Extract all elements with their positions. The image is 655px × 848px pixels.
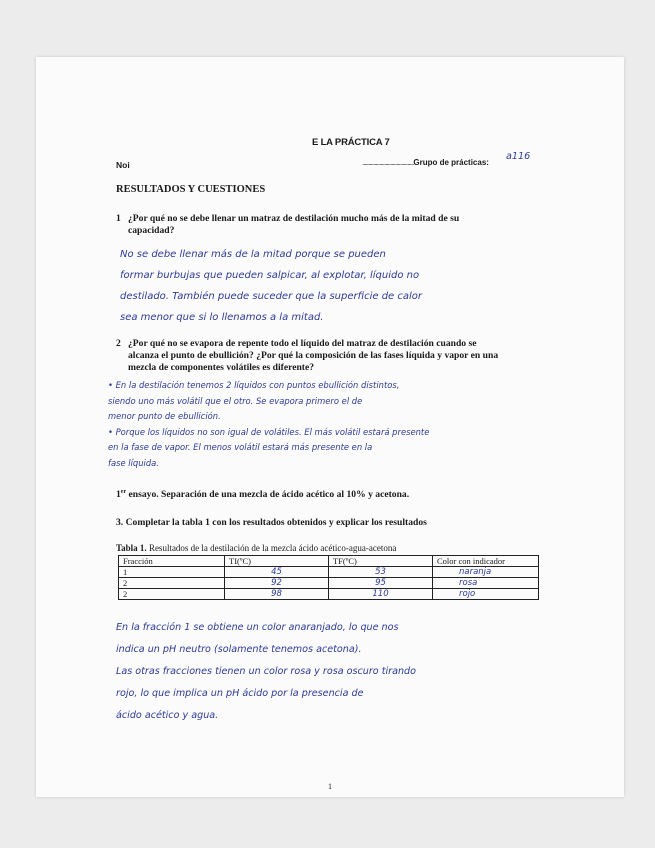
answer-line: siendo uno más volátil que el otro. Se evapora primero el de [108, 395, 363, 406]
question-line: Completar la tabla 1 con los resultados obtenidos y explicar los resultados [125, 517, 427, 528]
question-1 [116, 213, 556, 237]
essay-ordinal: 1 [116, 489, 121, 501]
table-cell: naranja [433, 567, 539, 578]
grupo-label: Grupo de prácticas: [413, 158, 489, 167]
grupo-field [362, 158, 489, 167]
answer-line: • Porque los líquidos no son igual de volátiles. El más volátil estará presente [108, 426, 430, 437]
answer-line: No se debe llenar más de la mitad porque se pueden [120, 249, 386, 260]
table-cell: 95 [329, 578, 433, 589]
results-table [118, 555, 539, 600]
answer-2-handwritten [108, 378, 429, 471]
answer-line: indica un pH neutro (solamente tenemos acetona). [116, 644, 362, 655]
question-line: alcanza el punto de ebullición? ¿Por qué la composición de las fases líquida y vapor en una [128, 350, 499, 361]
table-header-row [119, 556, 539, 567]
answer-line: ácido acético y agua. [116, 710, 219, 721]
answer-line: fase líquida. [108, 457, 159, 468]
question-number: 3. [116, 517, 124, 528]
answer-3-handwritten [116, 617, 416, 727]
question-line: mezcla de componentes volátiles es diferente? [128, 362, 315, 373]
question-2 [116, 338, 556, 374]
table-cell: 45 [225, 567, 329, 578]
table-row [119, 567, 539, 578]
answer-line: formar burbujas que pueden salpicar, al explotar, líquido no [120, 270, 420, 281]
table-row [119, 578, 539, 589]
essay-heading [116, 489, 409, 500]
grupo-dots: .......................................... [362, 158, 414, 167]
table-cell: 92 [225, 578, 329, 589]
table-header-cell: Color con indicador [433, 556, 539, 567]
answer-line: • En la destilación tenemos 2 líquidos con puntos ebullición distintos, [108, 380, 400, 390]
table-caption-text: Resultados de la destilación de la mezcla ácido acético-agua-acetona [146, 543, 397, 553]
section-title: RESULTADOS Y CUESTIONES [116, 184, 266, 195]
table-cell: 2 [119, 578, 225, 589]
table-header-cell: Fracción [119, 556, 225, 567]
table-cell: 2 [119, 589, 225, 600]
grupo-value-handwritten: a116 [506, 151, 531, 162]
answer-line: En la fracción 1 se obtiene un color anaranjado, lo que nos [116, 622, 399, 633]
nombre-label: Noi [116, 160, 130, 170]
table-caption-label: Tabla 1. [116, 543, 147, 553]
page-title: E LA PRÁCTICA 7 [312, 137, 390, 148]
answer-line: menor punto de ebullición. [108, 411, 221, 421]
answer-line: en la fase de vapor. El menos volátil estará más presente en la [108, 442, 373, 452]
table-caption [116, 543, 396, 553]
table-cell: rojo [433, 589, 539, 600]
question-line: ¿Por qué no se debe llenar un matraz de destilación mucho más de la mitad de su [128, 213, 460, 224]
question-number: 2 [116, 338, 121, 349]
question-line: ¿Por qué no se evapora de repente todo el líquido del matraz de destilación cuando se [128, 338, 477, 349]
answer-1-handwritten [120, 244, 422, 328]
question-line: capacidad? [128, 225, 175, 236]
table-cell: 110 [329, 589, 433, 600]
question-number: 1 [116, 213, 121, 224]
essay-ordinal-suffix: er [120, 489, 127, 495]
table-header-cell: TF(ºC) [329, 556, 433, 567]
answer-line: destilado. También puede suceder que la superficie de calor [120, 291, 423, 302]
table-row [119, 589, 539, 600]
table-cell: 53 [329, 567, 433, 578]
answer-line: sea menor que si lo llenamos a la mitad. [120, 312, 324, 323]
answer-line: rojo, lo que implica un pH ácido por la presencia de [116, 688, 364, 699]
answer-line: Las otras fracciones tienen un color rosa y rosa oscuro tirando [116, 666, 417, 677]
table-cell: 98 [225, 589, 329, 600]
essay-text: ensayo. Separación de una mezcla de ácido acético al 10% y acetona. [126, 489, 410, 501]
table-cell: 1 [119, 567, 225, 578]
document-page [36, 57, 624, 797]
table-cell: rosa [433, 578, 539, 589]
question-3 [116, 517, 556, 529]
page-number: 1 [328, 782, 332, 791]
table-header-cell: TI(ºC) [225, 556, 329, 567]
